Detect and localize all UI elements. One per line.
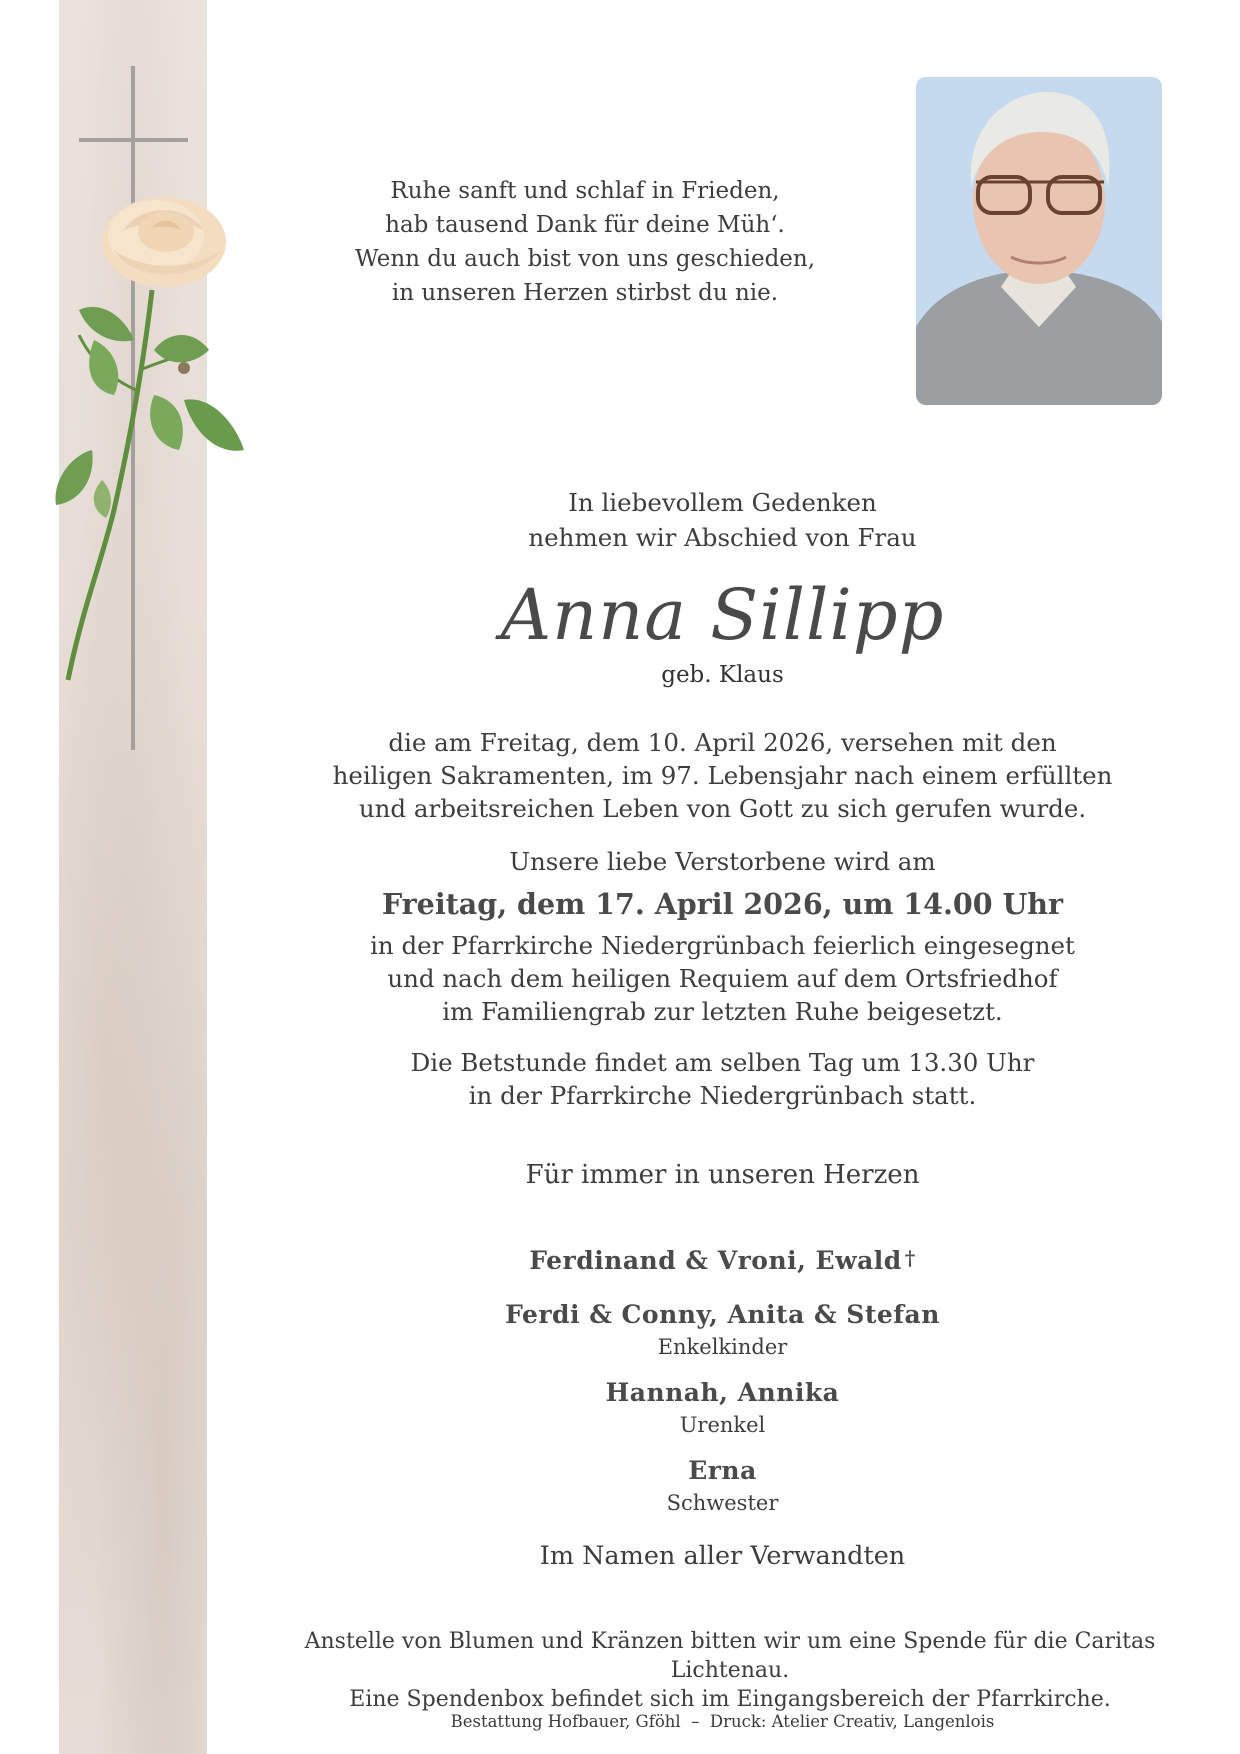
mourner-names: Ferdi & Conny, Anita & Stefan — [505, 1300, 940, 1329]
verse-line: in unseren Herzen stirbst du nie. — [391, 280, 779, 306]
funeral-intro: Unsere liebe Verstorbene wird am — [509, 847, 936, 876]
death-notice-line: die am Freitag, dem 10. April 2026, versehen mit den — [388, 728, 1057, 757]
mourner-names: Hannah, Annika — [605, 1378, 840, 1407]
death-notice-line: und arbeitsreichen Leben von Gott zu sich gerufen wurde. — [358, 794, 1087, 823]
verse — [300, 174, 870, 310]
donation-line: Anstelle von Blumen und Kränzen bitten wir um eine Spende für die Caritas Lichtenau. — [304, 1629, 1156, 1683]
verse-line: hab tausend Dank für deine Müh‘. — [385, 212, 785, 238]
prayer-line: in der Pfarrkirche Niedergrünbach statt. — [468, 1081, 977, 1110]
donation-line: Eine Spendenbox befindet sich im Eingangsbereich der Pfarrkirche. — [349, 1687, 1111, 1712]
deceased-cross-mark: † — [904, 1246, 916, 1270]
mourner-relation: Urenkel — [679, 1413, 766, 1437]
mourner-names — [230, 1240, 1215, 1279]
mourner-names: Erna — [688, 1456, 757, 1485]
prayer-line: Die Betstunde findet am selben Tag um 13.30 Uhr — [410, 1048, 1035, 1077]
mourners-list — [230, 1240, 1215, 1531]
relatives-line: Im Namen aller Verwandten — [539, 1541, 906, 1571]
funeral-text — [230, 929, 1215, 1028]
verse-line: Ruhe sanft und schlaf in Frieden, — [390, 178, 780, 204]
footer-credits: Bestattung Hofbauer, Gföhl – Druck: Atelier Creativ, Langenlois — [450, 1712, 995, 1731]
funeral-date: Freitag, dem 17. April 2026, um 14.00 Uhr — [381, 887, 1064, 921]
intro-line: nehmen wir Abschied von Frau — [528, 523, 917, 552]
mourner-names-text: Ferdinand & Vroni, Ewald — [529, 1246, 902, 1275]
mourner-group — [230, 1297, 1215, 1361]
death-notice-line: heiligen Sakramenten, im 97. Lebensjahr nach einem erfüllten — [332, 761, 1113, 790]
mourner-group — [230, 1240, 1215, 1279]
maiden-name: geb. Klaus — [661, 662, 784, 688]
intro-line: In liebevollem Gedenken — [568, 488, 877, 517]
verse-line: Wenn du auch bist von uns geschieden, — [354, 246, 816, 272]
portrait-photo — [916, 77, 1162, 405]
mourner-group — [230, 1453, 1215, 1517]
intro — [230, 485, 1215, 555]
deceased-name: Anna Sillipp — [500, 574, 945, 656]
mourner-group — [230, 1375, 1215, 1439]
mourner-relation: Schwester — [666, 1491, 779, 1515]
forever-line: Für immer in unseren Herzen — [525, 1160, 920, 1190]
funeral-text-line: im Familiengrab zur letzten Ruhe beigesetzt. — [442, 997, 1003, 1026]
funeral-text-line: in der Pfarrkirche Niedergrünbach feierlich eingesegnet — [370, 931, 1075, 960]
prayer-notice — [230, 1046, 1215, 1112]
mourner-relation: Enkelkinder — [657, 1335, 788, 1359]
donation-notice — [245, 1627, 1215, 1714]
funeral-text-line: und nach dem heiligen Requiem auf dem Ortsfriedhof — [387, 964, 1058, 993]
cross-icon-bar — [79, 138, 188, 142]
death-notice — [230, 726, 1215, 825]
portrait-image — [916, 77, 1162, 405]
